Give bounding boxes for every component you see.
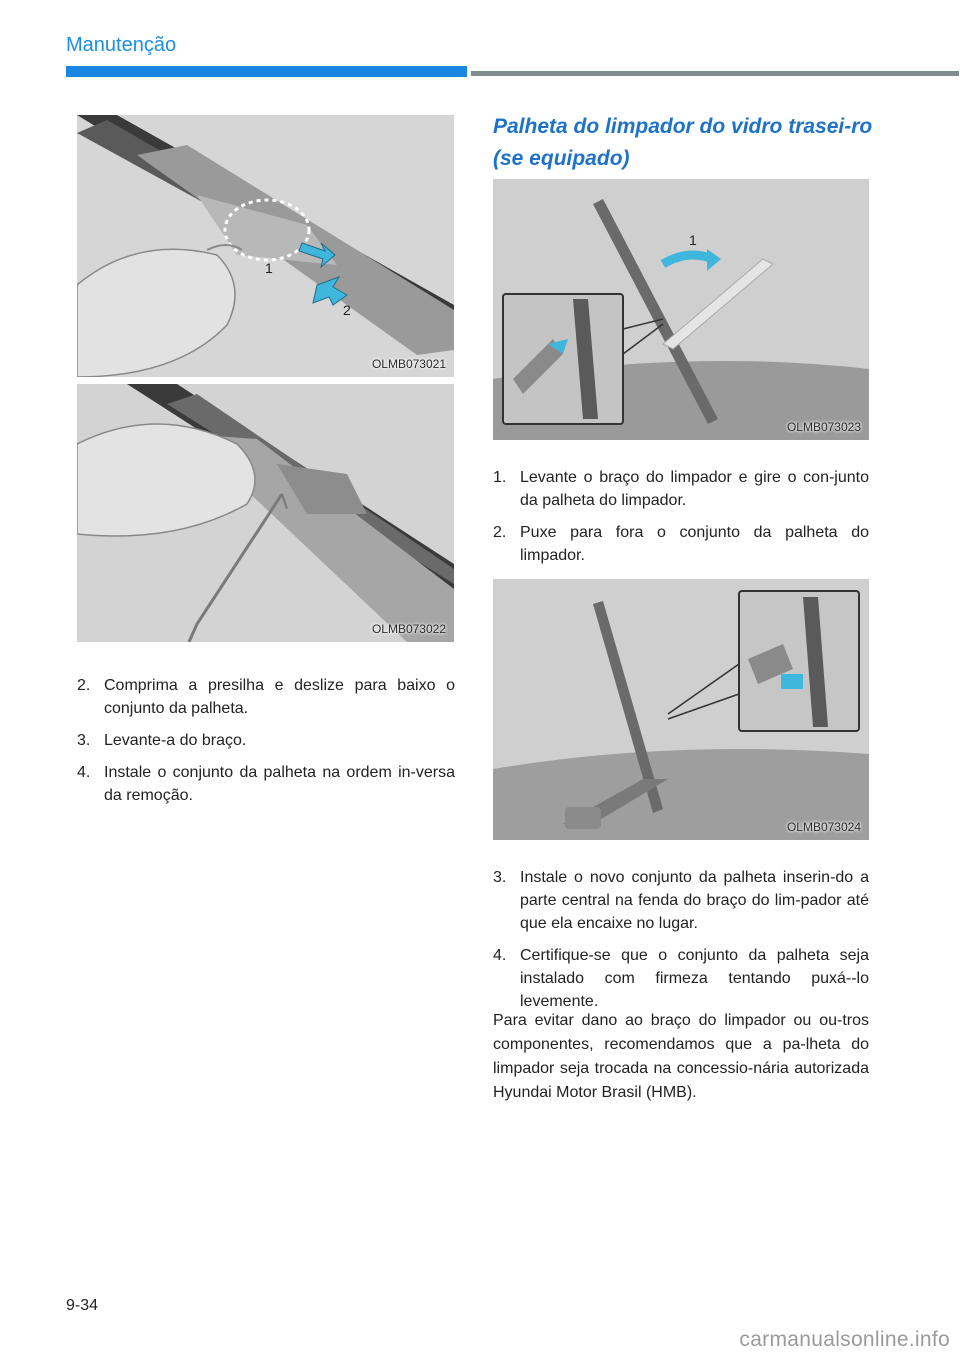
- header-bar-gray: [471, 71, 959, 76]
- step-number: 2.: [77, 677, 91, 694]
- watermark: carmanualsonline.info: [739, 1328, 950, 1351]
- note-paragraph: Para evitar dano ao braço do limpador ou ou-tros componentes, recomendamos que a pa-lheta do limpador seja trocada na concessio-nária autorizada Hyundai Motor Brasil (HMB).: [493, 1012, 869, 1101]
- figure-label-1: 1: [689, 232, 697, 248]
- left-step-list: [77, 674, 455, 816]
- figure-label-1: 1: [265, 260, 273, 276]
- wiper-lift-illustration: [77, 384, 454, 642]
- step-text: Puxe para fora o conjunto da palheta do limpador.: [520, 524, 869, 564]
- list-item: [493, 521, 869, 567]
- list-item: [493, 944, 869, 1013]
- rear-wiper-install-illustration: [493, 579, 869, 840]
- step-text: Instale o novo conjunto da palheta inserin-do a parte central na fenda do braço do lim-pador até que ela encaixe no lugar.: [520, 869, 869, 932]
- figure-olmb073022: [77, 384, 454, 642]
- page-number: 9-34: [66, 1297, 99, 1314]
- step-number: 3.: [493, 869, 507, 886]
- figure-code: OLMB073024: [786, 820, 861, 834]
- figure-olmb073023: [493, 179, 869, 440]
- right-step-list-b: [493, 866, 869, 1022]
- step-text: Instale o conjunto da palheta na ordem in-versa da remoção.: [104, 764, 455, 804]
- step-number: 1.: [493, 469, 507, 486]
- figure-code: OLMB073021: [371, 357, 446, 371]
- step-text: Certifique-se que o conjunto da palheta seja instalado com firmeza tentando puxá--lo levemente.: [520, 947, 869, 1010]
- header-title: Manutenção: [66, 34, 177, 56]
- figure-code: OLMB073023: [786, 420, 861, 434]
- list-item: [493, 866, 869, 935]
- step-number: 4.: [77, 764, 91, 781]
- figure-code: OLMB073022: [371, 622, 446, 636]
- rear-wiper-rotate-illustration: [493, 179, 869, 440]
- right-step-list-a: [493, 466, 869, 576]
- wiper-release-illustration: [77, 115, 454, 377]
- step-number: 2.: [493, 524, 507, 541]
- list-item: [77, 674, 455, 720]
- list-item: [493, 466, 869, 512]
- list-item: [77, 729, 455, 752]
- list-item: [77, 761, 455, 807]
- step-text: Levante o braço do limpador e gire o con-junto da palheta do limpador.: [520, 469, 869, 509]
- step-number: 4.: [493, 947, 507, 964]
- header-bar-blue: [66, 66, 467, 77]
- figure-olmb073024: [493, 579, 869, 840]
- step-number: 3.: [77, 732, 91, 749]
- section-title: Palheta do limpador do vidro trasei-ro (se equipado): [493, 115, 873, 170]
- step-text: Comprima a presilha e deslize para baixo o conjunto da palheta.: [104, 677, 455, 717]
- figure-label-2: 2: [343, 302, 351, 318]
- figure-olmb073021: [77, 115, 454, 377]
- step-text: Levante-a do braço.: [104, 732, 247, 749]
